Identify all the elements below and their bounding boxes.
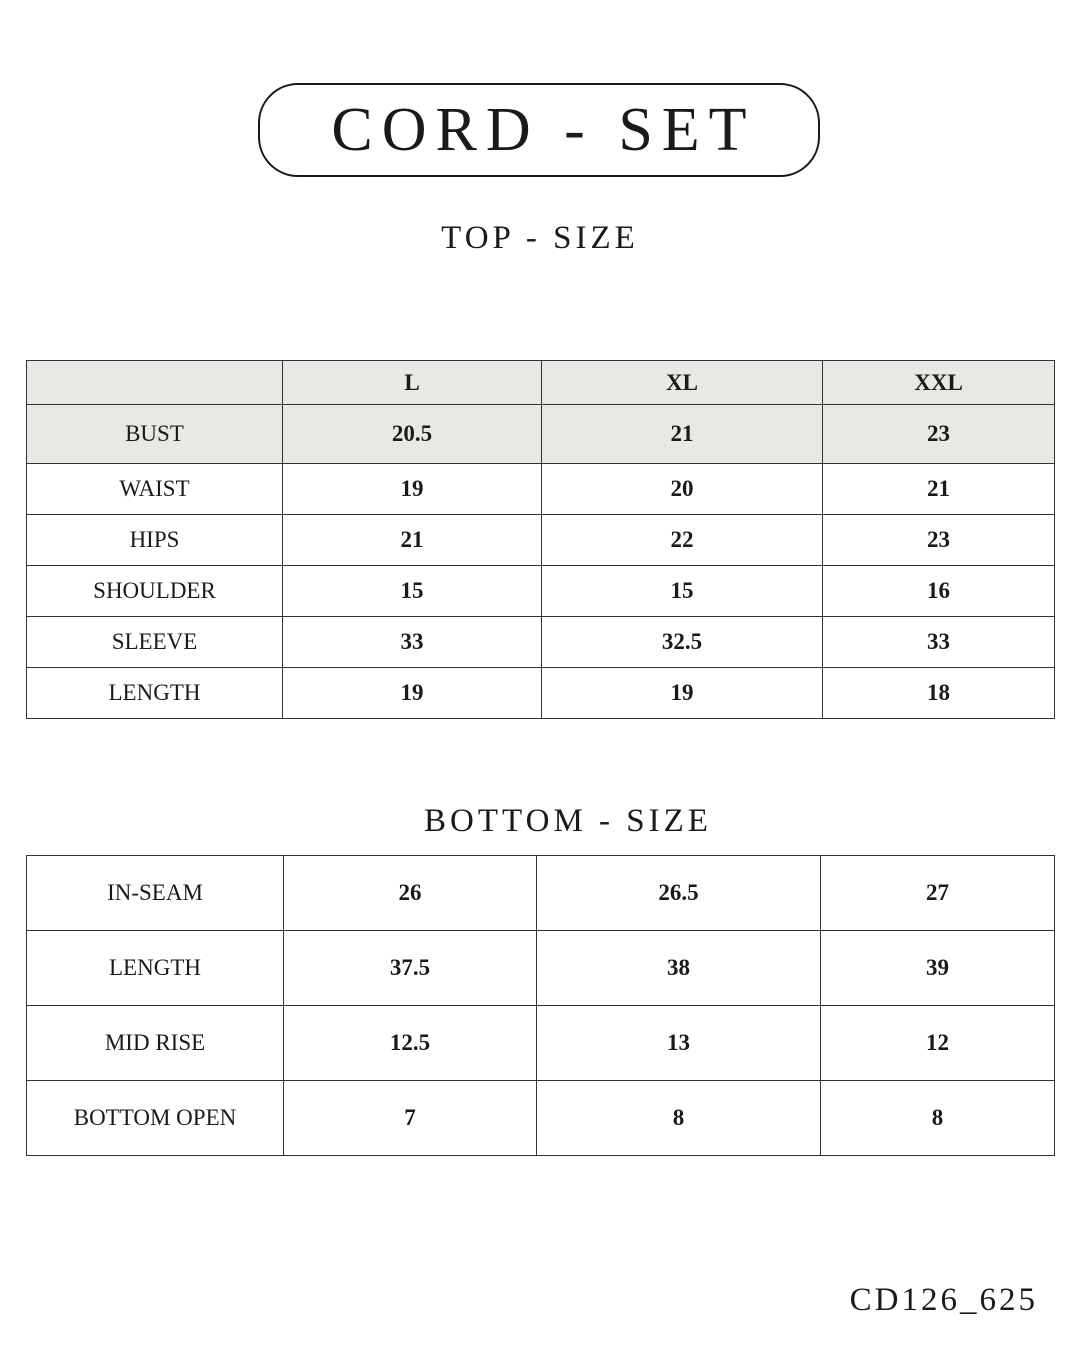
cell-value: 21 — [823, 464, 1055, 515]
column-header-xl: XL — [542, 361, 823, 405]
top-size-heading: TOP - SIZE — [441, 220, 639, 256]
page-title: CORD - SET — [331, 96, 756, 164]
table-row — [27, 405, 1055, 464]
cell-value: 12.5 — [284, 1006, 537, 1081]
top-size-table — [26, 360, 1055, 719]
cell-value: 27 — [821, 856, 1055, 931]
cell-value: 21 — [542, 405, 823, 464]
row-label: SHOULDER — [27, 566, 283, 617]
table-row — [27, 931, 1055, 1006]
cell-value: 21 — [283, 515, 542, 566]
row-label: BUST — [27, 405, 283, 464]
title-badge — [258, 83, 820, 177]
cell-value: 33 — [283, 617, 542, 668]
cell-value: 12 — [821, 1006, 1055, 1081]
table-row — [27, 668, 1055, 719]
bottom-size-heading: BOTTOM - SIZE — [424, 803, 712, 839]
cell-value: 18 — [823, 668, 1055, 719]
row-label: IN-SEAM — [27, 856, 284, 931]
row-label: HIPS — [27, 515, 283, 566]
table-row — [27, 617, 1055, 668]
cell-value: 20 — [542, 464, 823, 515]
cell-value: 20.5 — [283, 405, 542, 464]
cell-value: 8 — [537, 1081, 821, 1156]
table-row — [27, 856, 1055, 931]
cell-value: 8 — [821, 1081, 1055, 1156]
bottom-size-table — [26, 855, 1055, 1156]
table-row — [27, 1006, 1055, 1081]
column-header-empty — [27, 361, 283, 405]
cell-value: 7 — [284, 1081, 537, 1156]
table-row — [27, 566, 1055, 617]
cell-value: 39 — [821, 931, 1055, 1006]
cell-value: 23 — [823, 405, 1055, 464]
cell-value: 19 — [283, 668, 542, 719]
table-row — [27, 1081, 1055, 1156]
row-label: MID RISE — [27, 1006, 284, 1081]
table-row — [27, 464, 1055, 515]
cell-value: 22 — [542, 515, 823, 566]
row-label: LENGTH — [27, 931, 284, 1006]
cell-value: 38 — [537, 931, 821, 1006]
table-row — [27, 515, 1055, 566]
row-label: BOTTOM OPEN — [27, 1081, 284, 1156]
product-code: CD126_625 — [849, 1282, 1038, 1318]
cell-value: 37.5 — [284, 931, 537, 1006]
cell-value: 19 — [283, 464, 542, 515]
cell-value: 26 — [284, 856, 537, 931]
cell-value: 19 — [542, 668, 823, 719]
cell-value: 33 — [823, 617, 1055, 668]
cell-value: 13 — [537, 1006, 821, 1081]
cell-value: 16 — [823, 566, 1055, 617]
cell-value: 15 — [542, 566, 823, 617]
cell-value: 32.5 — [542, 617, 823, 668]
column-header-l: L — [283, 361, 542, 405]
row-label: SLEEVE — [27, 617, 283, 668]
cell-value: 23 — [823, 515, 1055, 566]
cell-value: 26.5 — [537, 856, 821, 931]
row-label: WAIST — [27, 464, 283, 515]
row-label: LENGTH — [27, 668, 283, 719]
column-header-xxl: XXL — [823, 361, 1055, 405]
table-header-row — [27, 361, 1055, 405]
cell-value: 15 — [283, 566, 542, 617]
